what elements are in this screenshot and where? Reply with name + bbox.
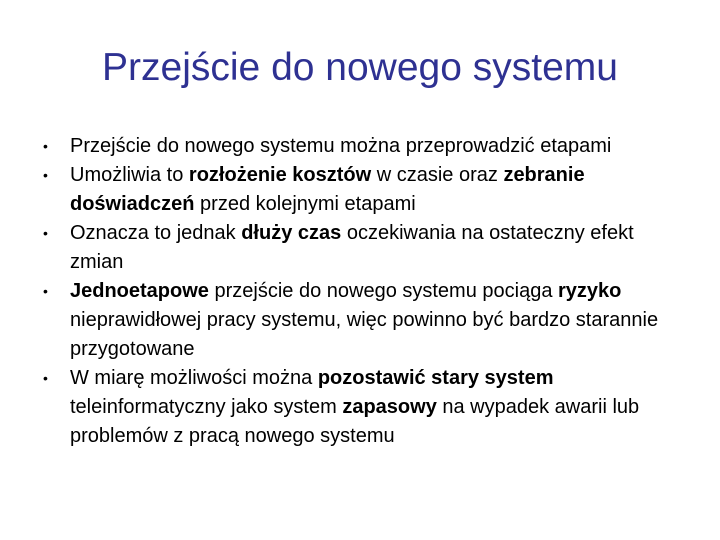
bullet-item xyxy=(40,161,680,219)
bullet-text: w czasie oraz xyxy=(371,164,504,186)
bullet-item xyxy=(40,132,680,161)
bullet-emphasis: ryzyko xyxy=(558,280,622,302)
bullet-item xyxy=(40,364,680,451)
bullet-emphasis: zapasowy xyxy=(342,396,437,418)
bullet-text: nieprawidłowej pracy systemu, więc powinno być bardzo starannie przygotowane xyxy=(70,309,659,360)
bullet-marker: • xyxy=(43,225,48,241)
bullet-item xyxy=(40,219,680,277)
bullet-item xyxy=(40,277,680,364)
bullet-list xyxy=(40,132,680,451)
bullet-text: na wypadek awarii lub problemów z pracą nowego systemu xyxy=(70,396,640,447)
bullet-text: Umożliwia to xyxy=(70,164,189,186)
bullet-marker: • xyxy=(43,370,48,386)
bullet-text: oczekiwania na ostateczny efekt zmian xyxy=(70,222,634,273)
bullet-text: W miarę możliwości można xyxy=(70,367,318,389)
bullet-text: przejście do nowego systemu pociąga xyxy=(208,280,559,302)
bullet-emphasis: zebranie doświadczeń xyxy=(70,164,585,215)
bullet-text: Oznacza to jednak xyxy=(70,222,242,244)
bullet-marker: • xyxy=(43,167,48,183)
bullet-marker: • xyxy=(43,138,48,154)
slide-title: Przejście do nowego systemu xyxy=(102,46,618,89)
bullet-emphasis: rozłożenie kosztów xyxy=(188,164,372,186)
bullet-text: teleinformatyczny jako system xyxy=(70,396,343,418)
bullet-text: Przejście do nowego systemu można przeprowadzić etapami xyxy=(70,135,612,157)
bullet-emphasis: pozostawić stary system xyxy=(317,367,554,389)
bullet-emphasis: dłuży czas xyxy=(241,222,342,244)
bullet-emphasis: Jednoetapowe xyxy=(70,280,209,302)
bullet-marker: • xyxy=(43,283,48,299)
bullet-text: przed kolejnymi etapami xyxy=(194,193,416,215)
